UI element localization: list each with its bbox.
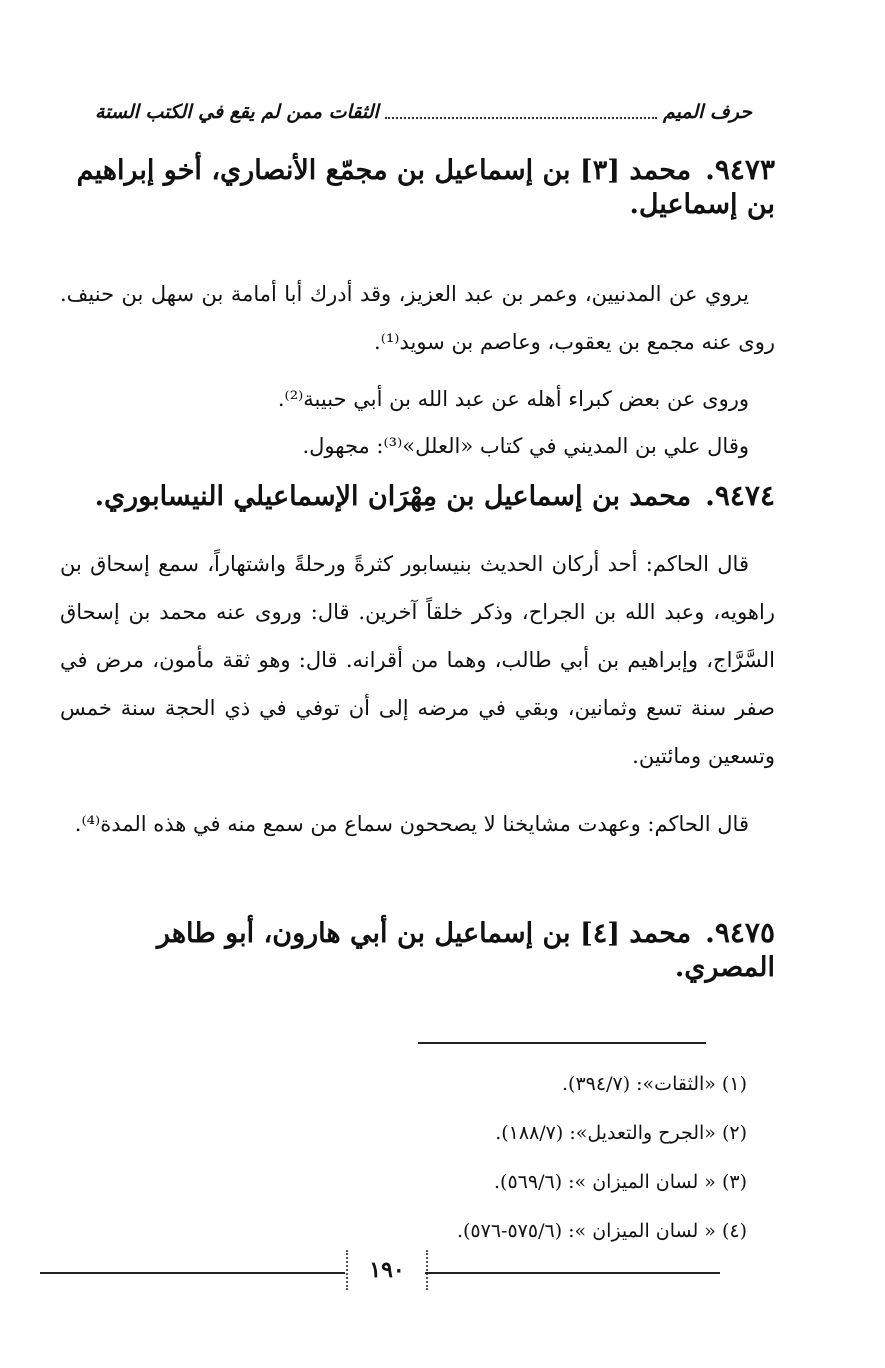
- paragraph: وروى عن بعض كبراء أهله عن عبد الله بن أبي حبيبة⁽²⁾.: [277, 387, 749, 411]
- header-chapter: حرف الميم: [663, 101, 752, 123]
- entry-title: [70, 152, 775, 222]
- entry-heading: محمد بن إسماعيل بن مِهْرَان الإسماعيلي النيسابوري.: [94, 481, 692, 512]
- footnote: (٤) « لسان الميزان »: (٥٧٥/٦-٥٧٦).: [456, 1220, 747, 1242]
- entry-heading: محمد [٣] بن إسماعيل بن مجمّع الأنصاري، أخو إبراهيم بن إسماعيل.: [76, 155, 775, 220]
- footnote: (٣) « لسان الميزان »: (٥٦٩/٦).: [494, 1171, 747, 1193]
- footnotes: [187, 1060, 747, 1256]
- footnote: (٢) «الجرح والتعديل»: (١٨٨/٧).: [495, 1122, 747, 1144]
- entry-title: [70, 915, 775, 985]
- running-header: [95, 92, 752, 132]
- paragraph: وقال علي بن المديني في كتاب «العلل»⁽³⁾: مجهول.: [302, 434, 749, 458]
- entry-number: ٩٤٧٤.: [705, 479, 775, 512]
- bottom-rule: [425, 1272, 720, 1274]
- bottom-rule: [40, 1272, 345, 1274]
- footnote-divider: [418, 1042, 706, 1044]
- entry-title: [70, 478, 775, 514]
- header-book-title: الثقات ممن لم يقع في الكتب الستة: [95, 101, 379, 123]
- paragraph: قال الحاكم: أحد أركان الحديث بنيسابور كثرةً ورحلةً واشتهاراً، سمع إسحاق بن راهويه، وعبد الله بن الجراح، وذكر خلقاً آخرين. قال: وروى عنه محمد بن إسحاق السَّرَّاج، وإبراهيم بن أبي طالب، وهما من أقرانه. قال: وهو ثقة مأمون، مرض في صفر سنة تسع وثمانين، وبقي في مرضه إلى أن توفي في ذي الحجة سنة خمس وتسعين ومائتين.: [60, 552, 775, 768]
- entry-number: ٩٤٧٣.: [705, 153, 775, 186]
- page-number: ١٩٠: [346, 1250, 428, 1290]
- paragraph: يروي عن المدنيين، وعمر بن عبد العزيز، وقد أدرك أبا أمامة بن سهل بن حنيف. روى عنه مجمع بن يعقوب، وعاصم بن سويد⁽¹⁾.: [60, 282, 775, 354]
- header-dots: [385, 117, 657, 119]
- footnote: (١) «الثقات»: (٣٩٤/٧).: [562, 1073, 747, 1095]
- entry-number: ٩٤٧٥.: [705, 916, 775, 949]
- paragraph: قال الحاكم: وعهدت مشايخنا لا يصححون سماع من سمع منه في هذه المدة⁽⁴⁾.: [74, 812, 749, 836]
- entry-heading: محمد [٤] بن إسماعيل بن أبي هارون، أبو طاهر المصري.: [156, 918, 775, 983]
